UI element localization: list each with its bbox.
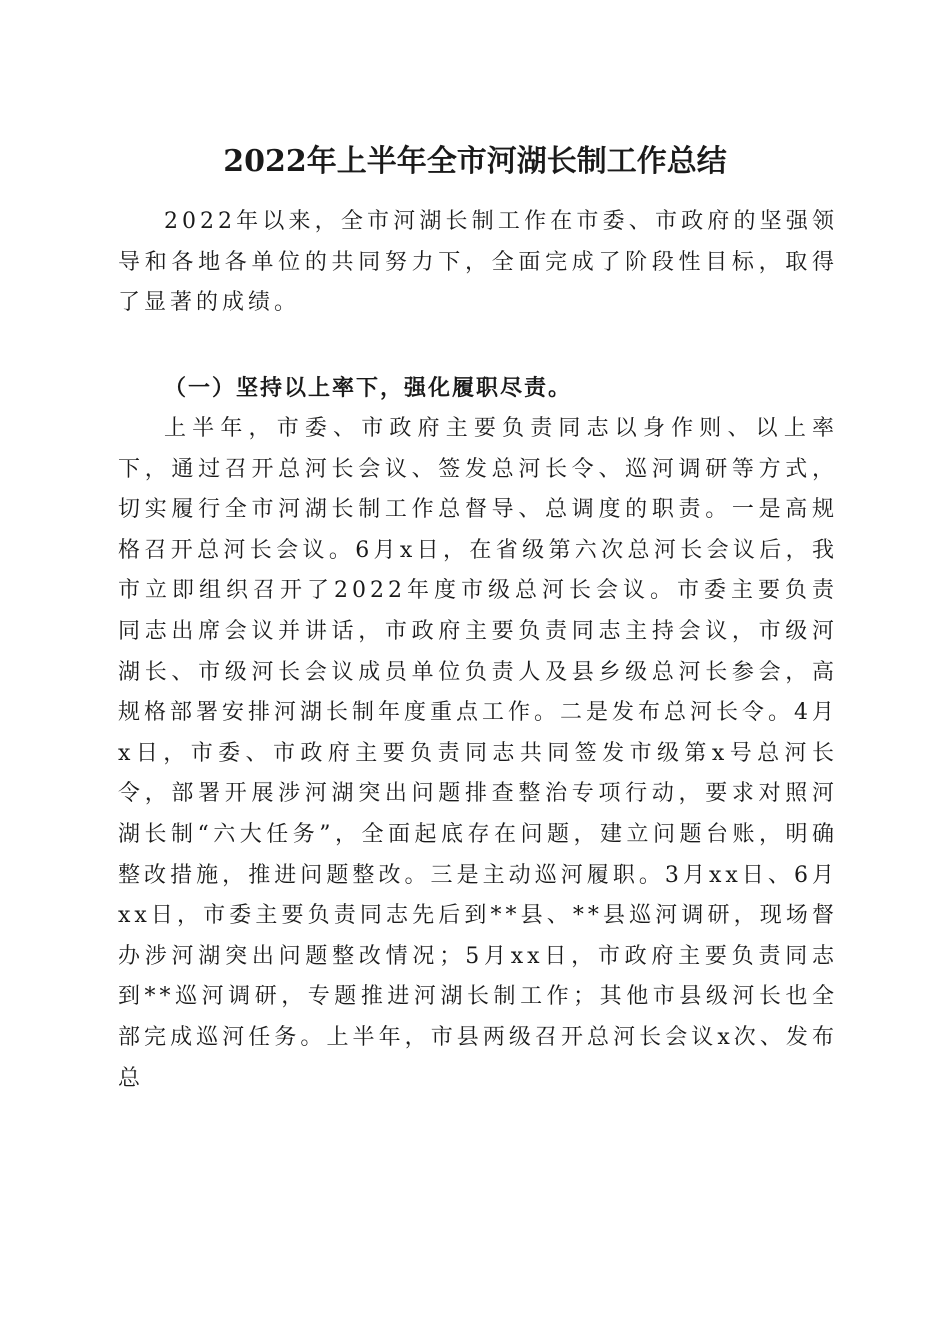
document-title: 2022年上半年全市河湖长制工作总结 (223, 144, 727, 179)
section-body-1: 上半年，市委、市政府主要负责同志以身作则、以上率下，通过召开总河长会议、签发总河长令、巡河调研等方式，切实履行全市河湖长制工作总督导、总调度的职责。一是高规格召开总河长会议。6月x日，在省级第六次总河长会议后，我市立即组织召开了2022年度市级总河长会议。市委主要负责同志出席会议并讲话，市政府主要负责同志主持会议，市级河湖长、市级河长会议成员单位负责人及县乡级总河长参会，高规格部署安排河湖长制年度重点工作。二是发布总河长令。4月x日，市委、市政府主要负责同志共同签发市级第x号总河长令，部署开展涉河湖突出问题排查整治专项行动，要求对照河湖长制“六大任务”，全面起底存在问题，建立问题台账，明确整改措施，推进问题整改。三是主动巡河履职。3月xx日、6月xx日，市委主要负责同志先后到**县、**县巡河调研，现场督办涉河湖突出问题整改情况；5月xx日，市政府主要负责同志到**巡河调研，专题推进河湖长制工作；其他市县级河长也全部完成巡河任务。上半年，市县两级召开总河长会议x次、发布总 (118, 416, 838, 1091)
intro-paragraph: 2022年以来，全市河湖长制工作在市委、市政府的坚强领导和各地各单位的共同努力下，全面完成了阶段性目标，取得了显著的成绩。 (118, 209, 838, 316)
section-heading-1: （一）坚持以上率下，强化履职尽责。 (164, 375, 573, 401)
